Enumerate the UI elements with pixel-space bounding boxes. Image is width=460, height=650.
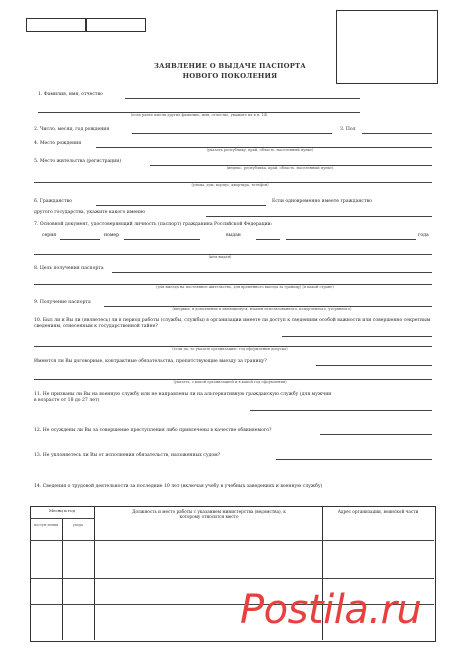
field-9-label: 9. Получение паспорта <box>34 300 91 305</box>
table-sub-header-line <box>30 518 94 519</box>
field-3-label: 3. Пол <box>340 127 356 132</box>
page-title-line2: НОВОГО ПОКОЛЕНИЯ <box>182 72 278 80</box>
table-row-line-1 <box>30 578 434 579</box>
table-col1-header: Месяц и год <box>49 508 75 513</box>
field-7-number: номер <box>104 233 120 238</box>
field-10-line <box>282 336 432 337</box>
field-11-label <box>34 392 334 403</box>
field-1-label: 1. Фамилия, имя, отчество <box>38 92 103 97</box>
field-10b-label: Имеются ли Вы договорные, контрактные обязательства, препятствующие выезду за границу? <box>34 359 267 364</box>
field-2-line <box>132 133 332 134</box>
field-2-label: 2. Число, месяц, год рождения <box>34 127 110 132</box>
page-title-line1: ЗАЯВЛЕНИЕ О ВЫДАЧЕ ПАСПОРТА <box>153 62 307 70</box>
field-10-hint: (если да, то указать организацию, год оформления допуска) <box>172 347 288 351</box>
field-10-label <box>34 318 432 329</box>
field-7-year: года <box>418 233 429 238</box>
field-11-line <box>250 410 432 411</box>
field-6b-label: другого государства, укажите какого именно <box>34 210 146 215</box>
table-col1-sub1: поступ-ления <box>33 523 59 527</box>
field-13-label: 13. Не уклоняетесь ли Вы от исполнения обязательств, наложенных судом? <box>34 453 221 458</box>
table-col2-header: Должность и место работы с указанием министерства (ведомства), к которому относится место <box>132 509 286 519</box>
field-6-label: 6. Гражданство <box>34 199 72 204</box>
field-8-label: 8. Цель получения паспорта <box>34 266 104 271</box>
field-5-hint: (индекс, республика, край, область, населенный пункт) <box>226 166 334 170</box>
header-box-left <box>26 18 86 32</box>
field-14-label <box>34 484 344 490</box>
field-7-hint: (кем выдан) <box>208 255 232 259</box>
field-4-hint: (указать республику, край, область, населенный пункт) <box>206 148 314 152</box>
field-14-text: 14. Сведения о трудовой деятельности за последние 10 лет (включая учебу в учебных заведениях и военную службу) <box>34 484 323 489</box>
field-4-label: 4. Место рождения <box>34 141 82 146</box>
field-8-line <box>112 272 432 273</box>
table-col3-header: Адрес организации, воинской части <box>337 509 419 514</box>
field-7-series: серия <box>42 233 57 238</box>
field-7-series-line <box>60 239 100 240</box>
field-6-extra: Если одновременно имеете гражданство <box>272 199 372 204</box>
field-10b-line <box>316 365 432 366</box>
watermark-text: Postila.ru <box>240 587 422 633</box>
field-7-label: 7. Основной документ, удостоверяющий личность (паспорт) гражданина Российской Федерации: <box>34 222 273 227</box>
table-col-divider-1 <box>94 506 95 640</box>
field-1-line <box>125 98 360 99</box>
table-col-divider-sub <box>62 518 63 640</box>
field-6b-line <box>206 216 432 217</box>
header-box-right <box>86 18 146 32</box>
field-5-label: 5. Место жительства (регистрации) <box>34 159 122 164</box>
watermark-logo <box>240 588 421 632</box>
field-11-text: 11. Не призваны ли Вы на военную службу или не направлены ли на альтернативную гражданскую службу (для мужчин в возрасте от 18 до 27 лет) <box>34 392 332 403</box>
field-9-hint: (впервые, в дополнение к имеющемуся, взамен использованного, испорченного, утерянного) <box>172 307 352 311</box>
field-7-date-line2 <box>286 239 416 240</box>
field-8-hint: (для выезда на постоянное жительство, для временного выезда за границу) (в какой стране) <box>156 285 334 289</box>
field-10b-hint: (указать, с какой организацией и в какой год оформления) <box>173 380 287 384</box>
table-col1-sub2: ухода <box>72 523 84 527</box>
field-13-line <box>276 459 432 460</box>
field-7-date-line <box>256 239 280 240</box>
field-7-number-line <box>124 239 200 240</box>
field-10-text: 10. Был ли и Вы ли (являетесь) ли в период работы (службы, службы) в организации имеете ли доступ к сведениям особой важности или совершенно секретным сведениям, отнесенным к государственной тайне? <box>34 318 431 329</box>
field-12-line <box>320 434 432 435</box>
field-1-hint: (если ранее имели другие фамилию, имя, отчество, укажите их в п. 14) <box>130 113 268 117</box>
table-header-bottom <box>30 540 434 541</box>
field-3-line <box>362 133 432 134</box>
field-5-hint2: (улица, дом, корпус, квартира, телефон) <box>191 183 269 187</box>
field-7-issued: выдан <box>226 233 241 238</box>
field-6-line <box>96 205 266 206</box>
field-12-label: 12. Не осуждены ли Вы за совершение преступления либо привлечены в качестве обвиняемого? <box>34 428 272 433</box>
